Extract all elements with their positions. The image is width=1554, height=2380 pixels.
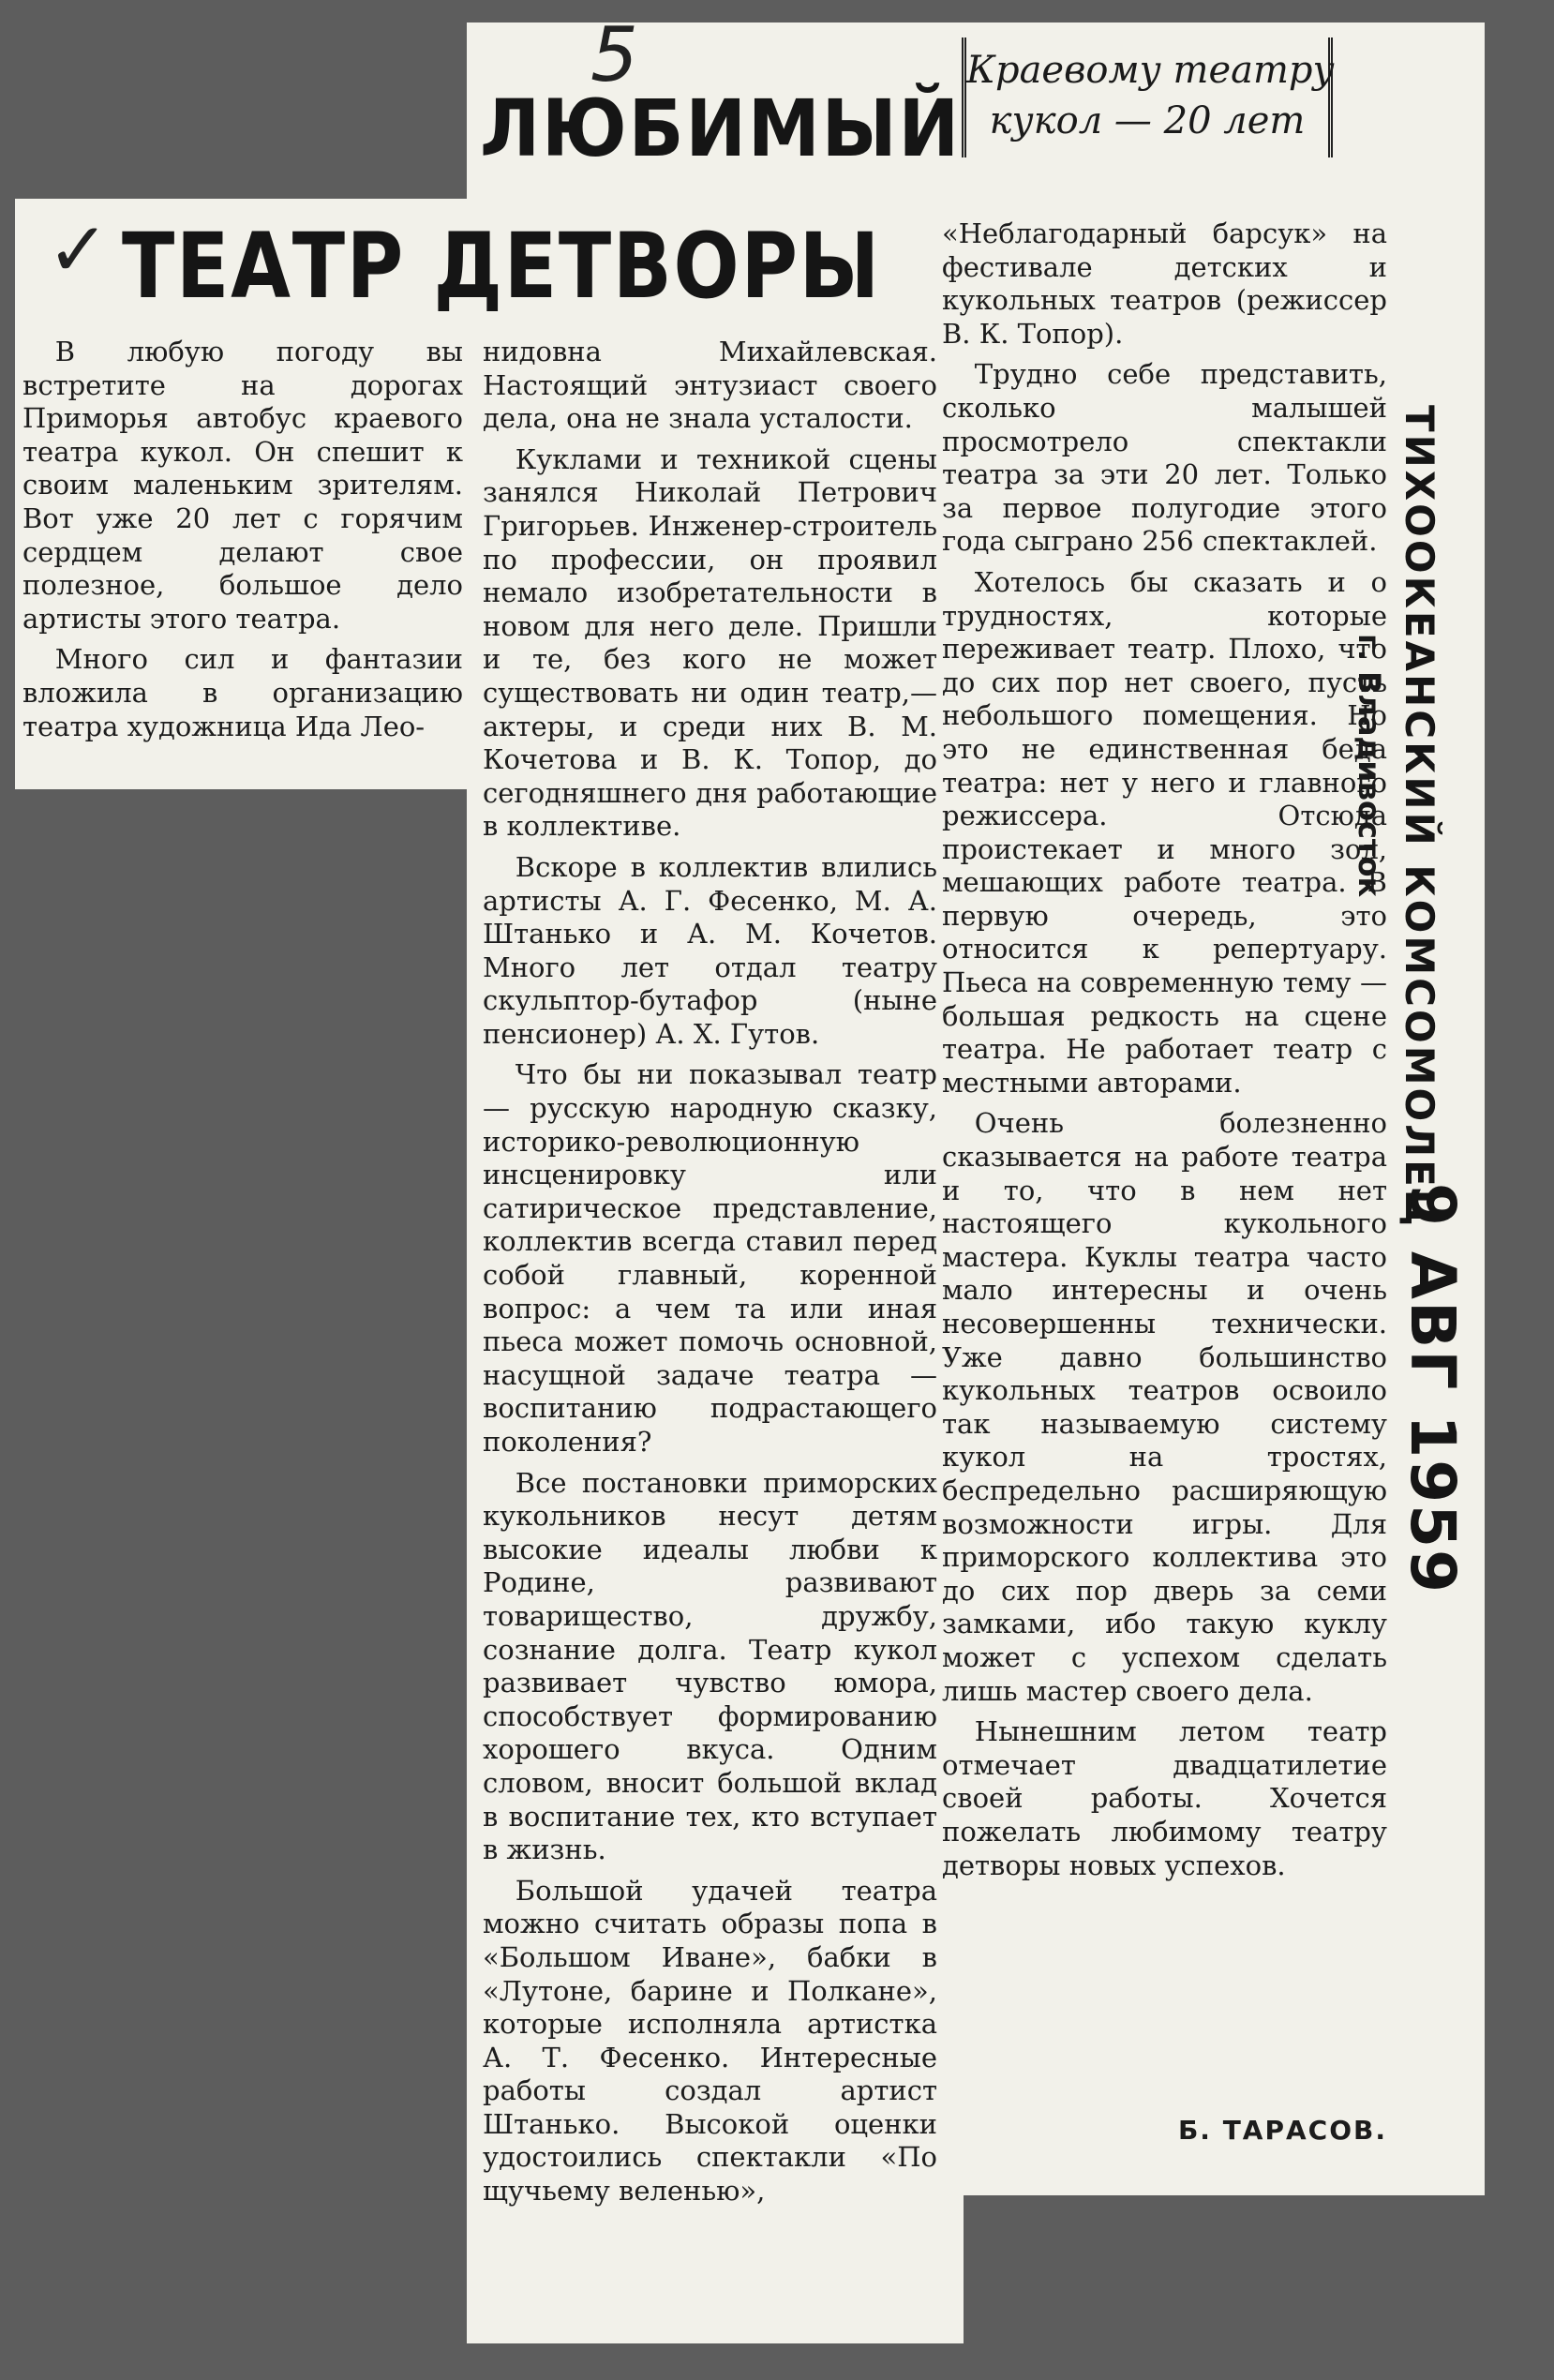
paragraph: Большой удачей театра можно считать образы попа в «Большом Иване», бабки в «Лутоне, барине и Полкане», которые исполняла артистка А. Т. Фесенко. Интересные работы создал артист Штанько. Высокой оценки удостоились спектакли «По щучьему веленью»,	[483, 1874, 937, 2208]
paragraph: Хотелось бы сказать и о трудностях, которые переживает театр. Плохо, что до сих пор нет своего, пусть небольшого помещения. Но это не единственная беда театра: нет у него и главного режиссера. Отсюда проистекает и много зол, мешающих работе театра. В первую очередь, это относится к репертуару. Пьеса на современную тему — большая редкость на сцене театра. Не работает театр с местными авторами.	[942, 565, 1387, 1099]
paragraph: Что бы ни показывал театр — русскую народную сказку, историко-революционную инсценировку или сатирическое представление, коллектив всегда ставил перед собой главный, коренной вопрос: а чем та или иная пьеса может помочь основной, насущной задаче театра —воспитанию подрастающего поколения?	[483, 1058, 937, 1458]
paragraph: Много сил и фантазии вложила в организацию театра художница Ида Лео-	[22, 643, 463, 742]
headline-line-2: ТЕАТР ДЕТВОРЫ	[122, 214, 881, 319]
paragraph: Вскоре в коллектив влились артисты А. Г. Фесенко, М. А. Штанько и А. М. Кочетов. Много лет отдал театру скульптор-бутафор (ныне пенсионер) А. Х. Гутов.	[483, 850, 937, 1050]
paragraph: «Неблагодарный барсук» на фестивале детских и кукольных театров (режиссер В. К. Топор).	[942, 217, 1387, 350]
paragraph: Очень болезненно сказывается на работе театра и то, что в нем нет настоящего кукольного мастера. Куклы театра часто мало интересны и очень несовершенны технически. Уже давно большинство кукольных театров освоило так называемую систему кукол на тростях, беспредельно расширяющую возможности игры. Для приморского коллектива это до сих пор дверь за семи замками, ибо такую куклу может с успехом сделать лишь мастер своего дела.	[942, 1107, 1387, 1707]
newspaper-name-stamp: ТИХООКЕАНСКИЙ КОМСОМОЛЕЦ	[1397, 405, 1442, 1229]
paragraph: Нынешним летом театр отмечает двадцатилетие своей работы. Хочется пожелать любимому театру детворы новых успехов.	[942, 1715, 1387, 1881]
article-column-1	[22, 336, 463, 751]
paragraph: Трудно себе представить, сколько малышей просмотрело спектакли театра за эти 20 лет. Только за первое полугодие этого года сыграно 256 спектаклей.	[942, 358, 1387, 558]
rubric-line-2: кукол — 20 лет	[989, 99, 1306, 142]
rubric-line-1: Краевому театру	[966, 49, 1335, 92]
handwritten-tick: ✓	[47, 206, 111, 293]
paragraph: нидовна Михайлевская. Настоящий энтузиаст своего дела, она не знала усталости.	[483, 336, 937, 435]
rubric-box	[962, 37, 1333, 157]
date-stamp: 9 АВГ 1959	[1397, 1183, 1469, 1595]
article-column-3	[942, 217, 1387, 1890]
headline-line-1: ЛЮБИМЫЙ	[480, 82, 962, 174]
article-column-2	[483, 336, 937, 2216]
author-signature: Б. ТАРАСОВ.	[1177, 2115, 1387, 2146]
paragraph: Все постановки приморских кукольников несут детям высокие идеалы любви к Родине, развивают товарищество, дружбу, сознание долга. Театр кукол развивает чувство юмора, способствует формированию хорошего вкуса. Одним словом, вносит большой вклад в воспитание тех, кто вступает в жизнь.	[483, 1466, 937, 1866]
city-stamp: г. Владивосток	[1352, 634, 1387, 898]
paragraph: Куклами и техникой сцены занялся Николай Петрович Григорьев. Инженер-строитель по профессии, он проявил немало изобретательности в новом для него деле. Пришли и те, без кого не может существовать ни один театр,— актеры, и среди них В. М. Кочетова и В. К. Топор, до сегодняшнего дня работающие в коллективе.	[483, 442, 937, 843]
handwritten-number: 5	[590, 11, 638, 98]
paragraph: В любую погоду вы встретите на дорогах Приморья автобус краевого театра кукол. Он спешит к своим маленьким зрителям. Вот уже 20 лет с горячим сердцем делают свое полезное, большое дело артисты этого театра.	[22, 336, 463, 635]
